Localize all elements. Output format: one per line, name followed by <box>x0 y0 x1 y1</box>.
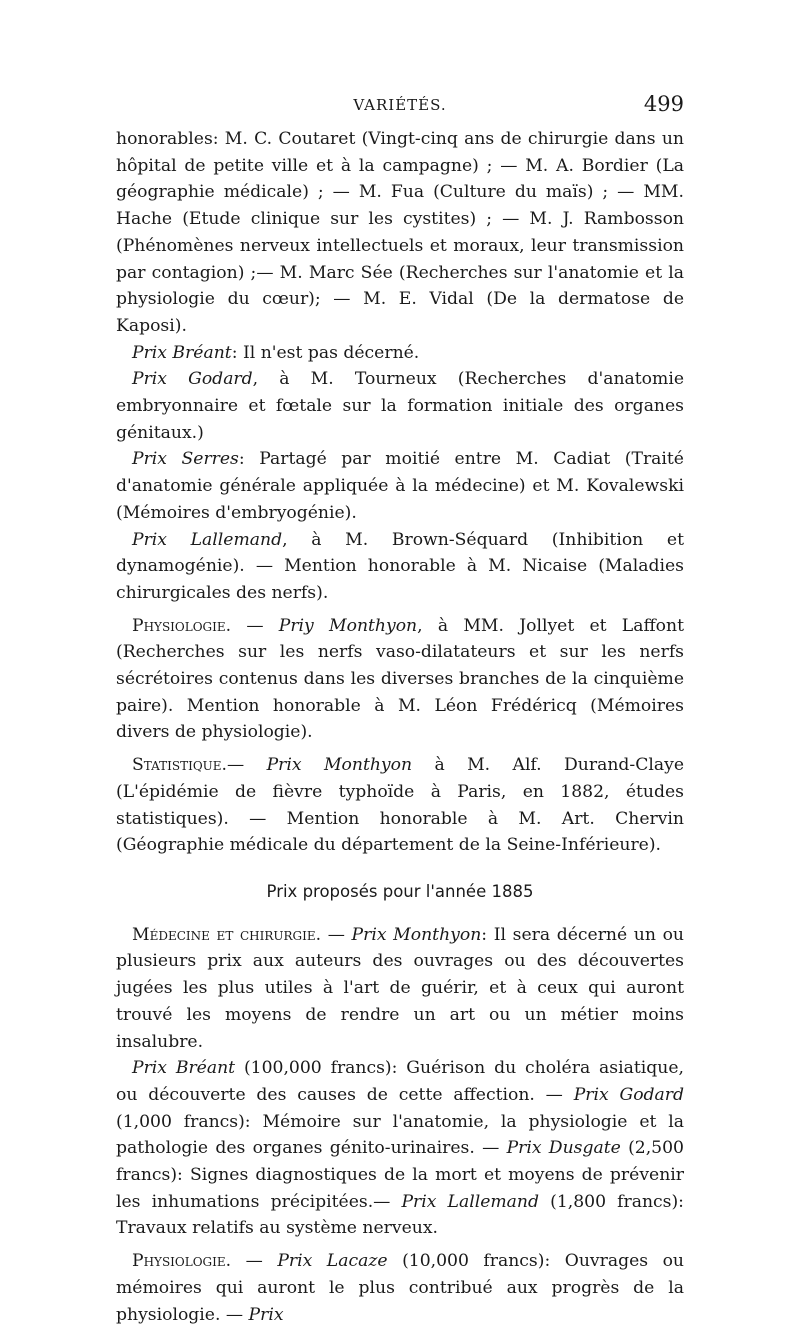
prize-label: Prix Bréant <box>132 1058 236 1079</box>
running-title: VARIÉTÉS. <box>353 96 447 114</box>
prize-label: Prix Lallemand <box>132 529 283 550</box>
prize-label: Prix Monthyon <box>266 755 413 776</box>
prize-label: Prix Godard <box>132 369 253 390</box>
paragraph-honorables: honorables: M. C. Coutaret (Vingt-cinq ans de chirurgie dans un hôpital de petite ville et à la campagne) ; — M. A. Bordier (La géographie médicale) ; — M. Fua (Culture du maïs) ; — MM. Hache (Etude clinique sur les cystites) ; — M. J. Rambosson (Phénomènes nerveux intellectuels et moraux, leur transmission par contagion) ;— M. Marc Sée (Recherches sur l'anatomie et la physiologie du cœur); — M. E. Vidal (De la dermatose de Kaposi). <box>116 129 684 336</box>
prize-label: Prix Lallemand <box>401 1191 539 1212</box>
paragraph-physiologie: Physiologie. — Priy Monthyon, à MM. Jollyet et Laffont (Recherches sur les nerfs vaso-dilatateurs et sur les nerfs sécrétoires contenus dans les diverses branches de la cinquième paire). Mention honorable à M. Léon Frédéricq (Mémoires divers de physiologie). <box>116 615 685 743</box>
prize-label: Prix Monthyon <box>351 924 482 945</box>
prize-label: Prix Lacaze <box>277 1251 388 1272</box>
paragraph-prix-lallemand: Prix Lallemand, à M. Brown-Séquard (Inhibition et dynamogénie). — Mention honorable à M. Nicaise (Maladies chirurgicales des nerfs). <box>116 529 684 603</box>
prize-label: Prix Dusgate <box>506 1138 621 1159</box>
page-number: 499 <box>643 92 684 116</box>
paragraph-prix-serres: Prix Serres: Partagé par moitié entre M. Cadiat (Traité d'anatomie générale appliquée à la médecine) et M. Kovalewski (Mémoires d'embryogénie). <box>116 449 684 523</box>
running-header <box>116 92 684 122</box>
section-head: Médecine et chirurgie. <box>132 924 322 945</box>
paragraph-prix-1885: Prix Bréant (100,000 francs): Guérison du choléra asiatique, ou découverte des causes de cette affection. — Prix Godard (1,000 francs): Mémoire sur l'anatomie, la physiologie et la pathologie des organes génito-urinaires. — Prix Dusgate (2,500 francs): Signes diagnostiques de la mort et moyens de prévenir les inhumations précipitées.— Prix Lallemand (1,800 francs): Travaux relatifs au système nerveux. <box>116 1058 685 1239</box>
prize-label: Prix Bréant <box>132 342 232 363</box>
section-heading: Prix proposés pour l'année 1885 <box>266 881 534 901</box>
section-head: Physiologie. <box>132 1251 232 1272</box>
paragraph-statistique: Statistique.— Prix Monthyon à M. Alf. Durand-Claye (L'épidémie de fièvre typhoïde à Paris, en 1882, études statistiques). — Mention honorable à M. Art. Chervin (Géographie médicale du département de la Seine-Inférieure). <box>116 755 684 856</box>
paragraph-prix-breant: Prix Bréant: Il n'est pas décerné. <box>132 342 420 363</box>
paragraph-physiologie-1885: Physiologie. — Prix Lacaze (10,000 francs): Ouvrages ou mémoires qui auront le plus contribué aux progrès de la physiologie. — Prix <box>116 1251 685 1325</box>
paragraph-medecine: Médecine et chirurgie. — Prix Monthyon: Il sera décerné un ou plusieurs prix aux auteurs des ouvrages ou des découvertes jugées les plus utiles à l'art de guérir, et à ceux qui auront trouvé les moyens de rendre un art ou un métier moins insalubre. <box>116 924 684 1052</box>
page-body <box>116 126 684 1328</box>
prize-label: Prix <box>248 1304 284 1325</box>
prize-label: Priy Monthyon <box>278 615 418 636</box>
prize-label: Prix Serres <box>132 449 239 470</box>
prize-label: Prix Godard <box>573 1084 685 1105</box>
paragraph-prix-godard: Prix Godard, à M. Tourneux (Recherches d'anatomie embryonnaire et fœtale sur la formation initiale des organes génitaux.) <box>116 369 684 443</box>
section-head: Physiologie. <box>132 615 232 636</box>
section-head: Statistique. <box>132 755 228 776</box>
